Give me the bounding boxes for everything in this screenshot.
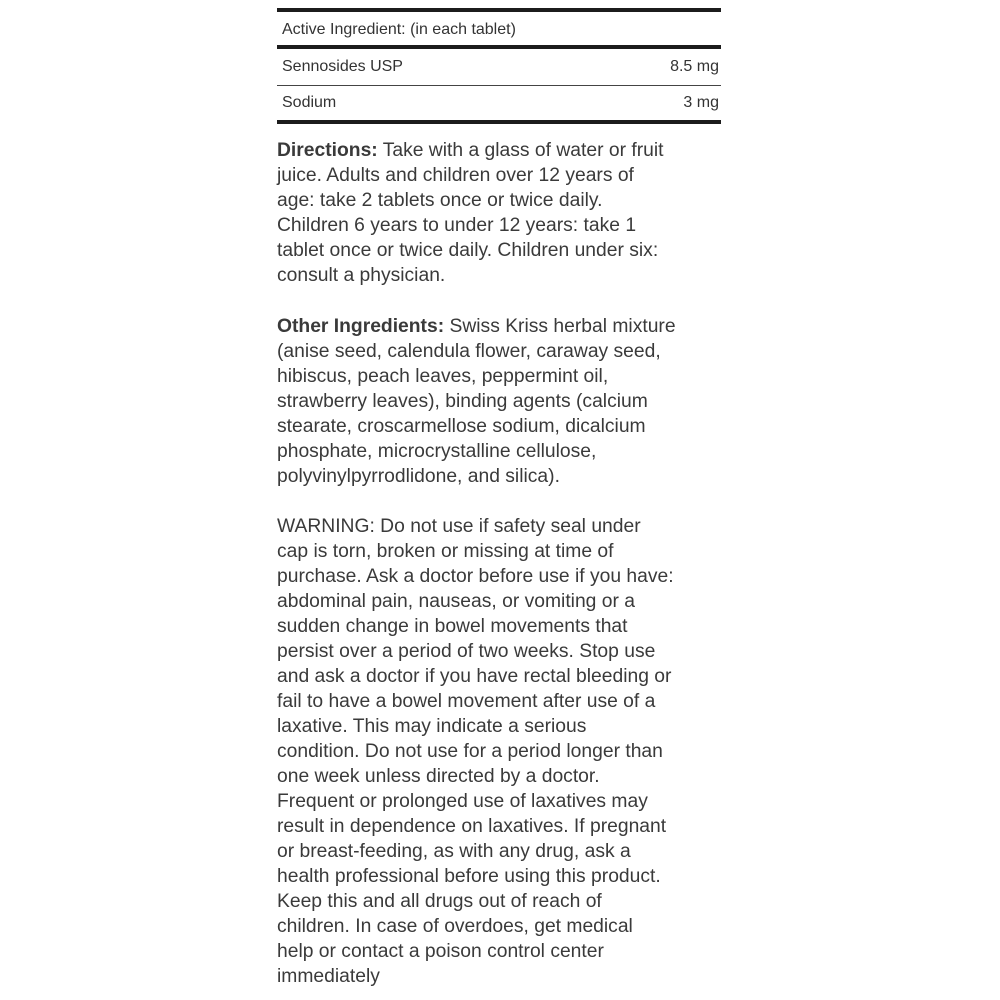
ingredient-amount: 8.5 mg (670, 58, 719, 75)
text-line: laxative. This may indicate a serious (277, 716, 587, 737)
text-line: or breast-feeding, as with any drug, ask a (277, 841, 631, 862)
directions-label: Directions: (277, 140, 378, 161)
ingredient-amount: 3 mg (683, 94, 719, 111)
text-line: consult a physician. (277, 265, 446, 286)
text-line: immediately (277, 966, 380, 987)
ingredient-name: Sennosides USP (282, 58, 403, 75)
text-line: fail to have a bowel movement after use of a (277, 691, 656, 712)
other-ingredients-label: Other Ingredients: (277, 316, 445, 337)
facts-row (277, 86, 721, 120)
facts-header: Active Ingredient: (in each tablet) (282, 20, 516, 38)
text-line: WARNING: Do not use if safety seal under (277, 516, 641, 537)
text-line: abdominal pain, nauseas, or vomiting or a (277, 591, 635, 612)
text-line: stearate, croscarmellose sodium, dicalcium (277, 416, 646, 437)
text-line: one week unless directed by a doctor. (277, 766, 600, 787)
text-line: cap is torn, broken or missing at time of (277, 541, 614, 562)
text-line: Directions: Take with a glass of water or fruit (277, 140, 664, 161)
text-line: hibiscus, peach leaves, peppermint oil, (277, 366, 609, 387)
text-line: persist over a period of two weeks. Stop use (277, 641, 656, 662)
supplement-facts-table (277, 8, 721, 124)
bottom-rule (277, 120, 721, 124)
text-line: health professional before using this product. (277, 866, 661, 887)
text-line: condition. Do not use for a period longer than (277, 741, 663, 762)
text-line: strawberry leaves), binding agents (calcium (277, 391, 648, 412)
text-line: purchase. Ask a doctor before use if you have: (277, 566, 674, 587)
text-line: tablet once or twice daily. Children under six: (277, 240, 659, 261)
text-line: result in dependence on laxatives. If pregnant (277, 816, 667, 837)
other-ingredients-paragraph (277, 314, 737, 489)
text-line: juice. Adults and children over 12 years of (277, 165, 634, 186)
text-line: phosphate, microcrystalline cellulose, (277, 441, 597, 462)
directions-paragraph (277, 138, 737, 288)
text-line: sudden change in bowel movements that (277, 616, 628, 637)
warning-paragraph (277, 514, 737, 989)
text-line: and ask a doctor if you have rectal bleeding or (277, 666, 672, 687)
text-line: help or contact a poison control center (277, 941, 604, 962)
text-line: Frequent or prolonged use of laxatives may (277, 791, 648, 812)
text-line: Other Ingredients: Swiss Kriss herbal mixture (277, 316, 676, 337)
text-line: Keep this and all drugs out of reach of (277, 891, 602, 912)
facts-row (277, 49, 721, 85)
text-line: children. In case of overdoes, get medical (277, 916, 633, 937)
text-line: polyvinylpyrrodlidone, and silica). (277, 466, 560, 487)
text-line: Children 6 years to under 12 years: take 1 (277, 215, 637, 236)
ingredient-name: Sodium (282, 94, 337, 111)
text-line: age: take 2 tablets once or twice daily. (277, 190, 603, 211)
text-line: (anise seed, calendula flower, caraway seed, (277, 341, 661, 362)
